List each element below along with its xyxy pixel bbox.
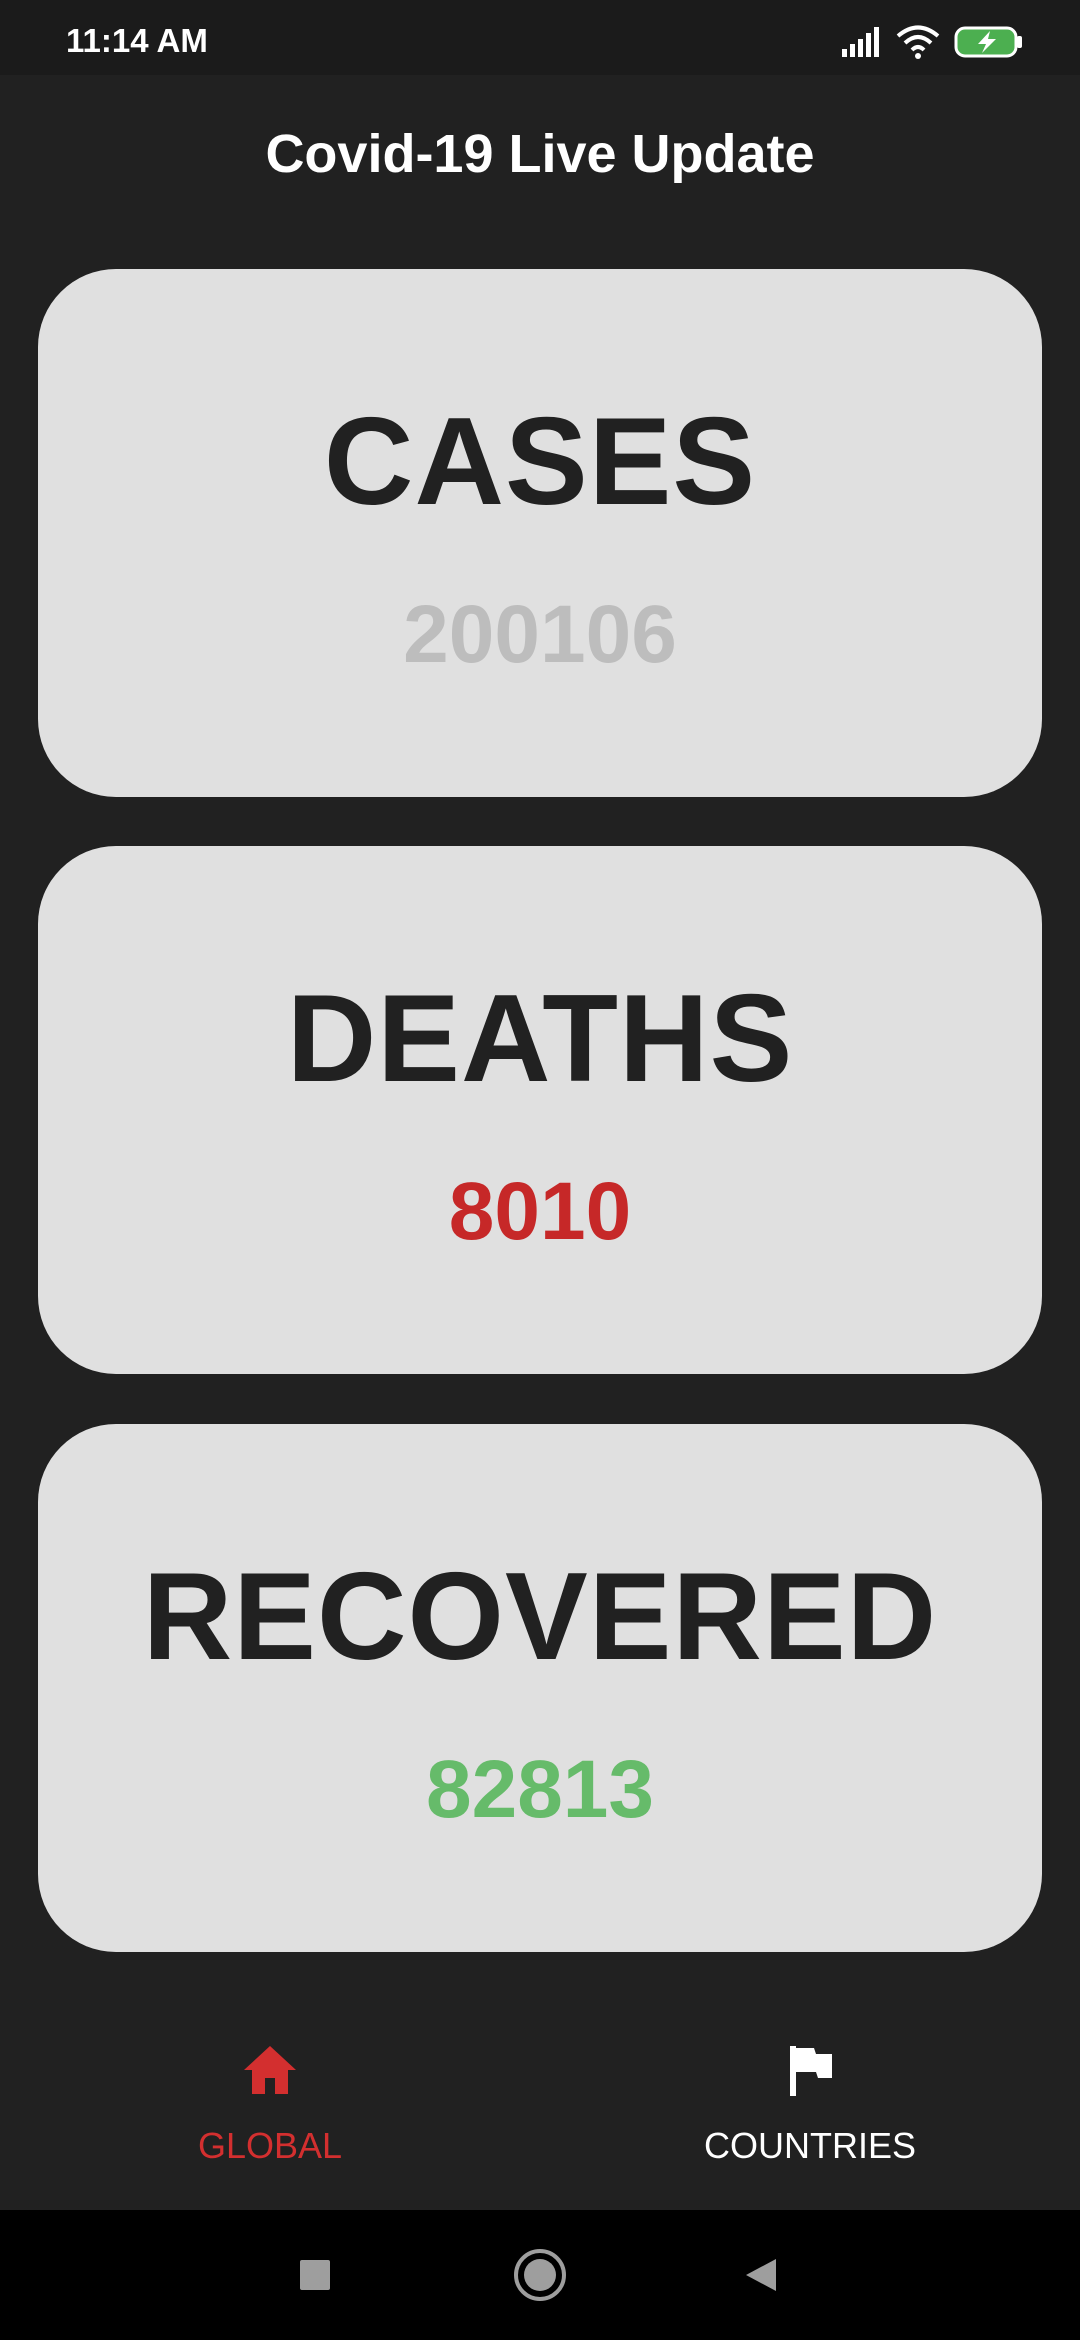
nav-label-global: GLOBAL xyxy=(197,2125,343,2166)
page-title: Covid-19 Live Update xyxy=(265,124,815,184)
deaths-value: 8010 xyxy=(448,1166,632,1257)
deaths-card xyxy=(38,846,1042,1374)
status-icons xyxy=(842,24,1024,64)
battery-charging-icon xyxy=(954,25,1024,64)
home-circle-icon[interactable] xyxy=(505,2240,575,2310)
wifi-icon xyxy=(896,25,940,64)
recovered-value: 82813 xyxy=(425,1744,655,1835)
flag-icon xyxy=(780,2042,840,2098)
status-time: 11:14 AM xyxy=(66,22,208,59)
system-nav-bar xyxy=(0,2210,1080,2340)
nav-item-global[interactable] xyxy=(0,1990,540,2210)
home-icon xyxy=(240,2042,300,2098)
back-triangle-icon[interactable] xyxy=(725,2240,795,2310)
deaths-label: DEATHS xyxy=(286,970,794,1108)
recovered-label: RECOVERED xyxy=(142,1548,938,1686)
cases-card xyxy=(38,269,1042,797)
recents-square-icon[interactable] xyxy=(280,2240,350,2310)
signal-icon xyxy=(842,27,882,62)
nav-label-countries: COUNTRIES xyxy=(703,2125,916,2166)
cases-value: 200106 xyxy=(403,589,677,680)
recovered-card xyxy=(38,1424,1042,1952)
cases-label: CASES xyxy=(323,393,757,531)
status-bar xyxy=(0,0,1080,75)
bottom-nav xyxy=(0,1990,1080,2210)
nav-item-countries[interactable] xyxy=(540,1990,1080,2210)
